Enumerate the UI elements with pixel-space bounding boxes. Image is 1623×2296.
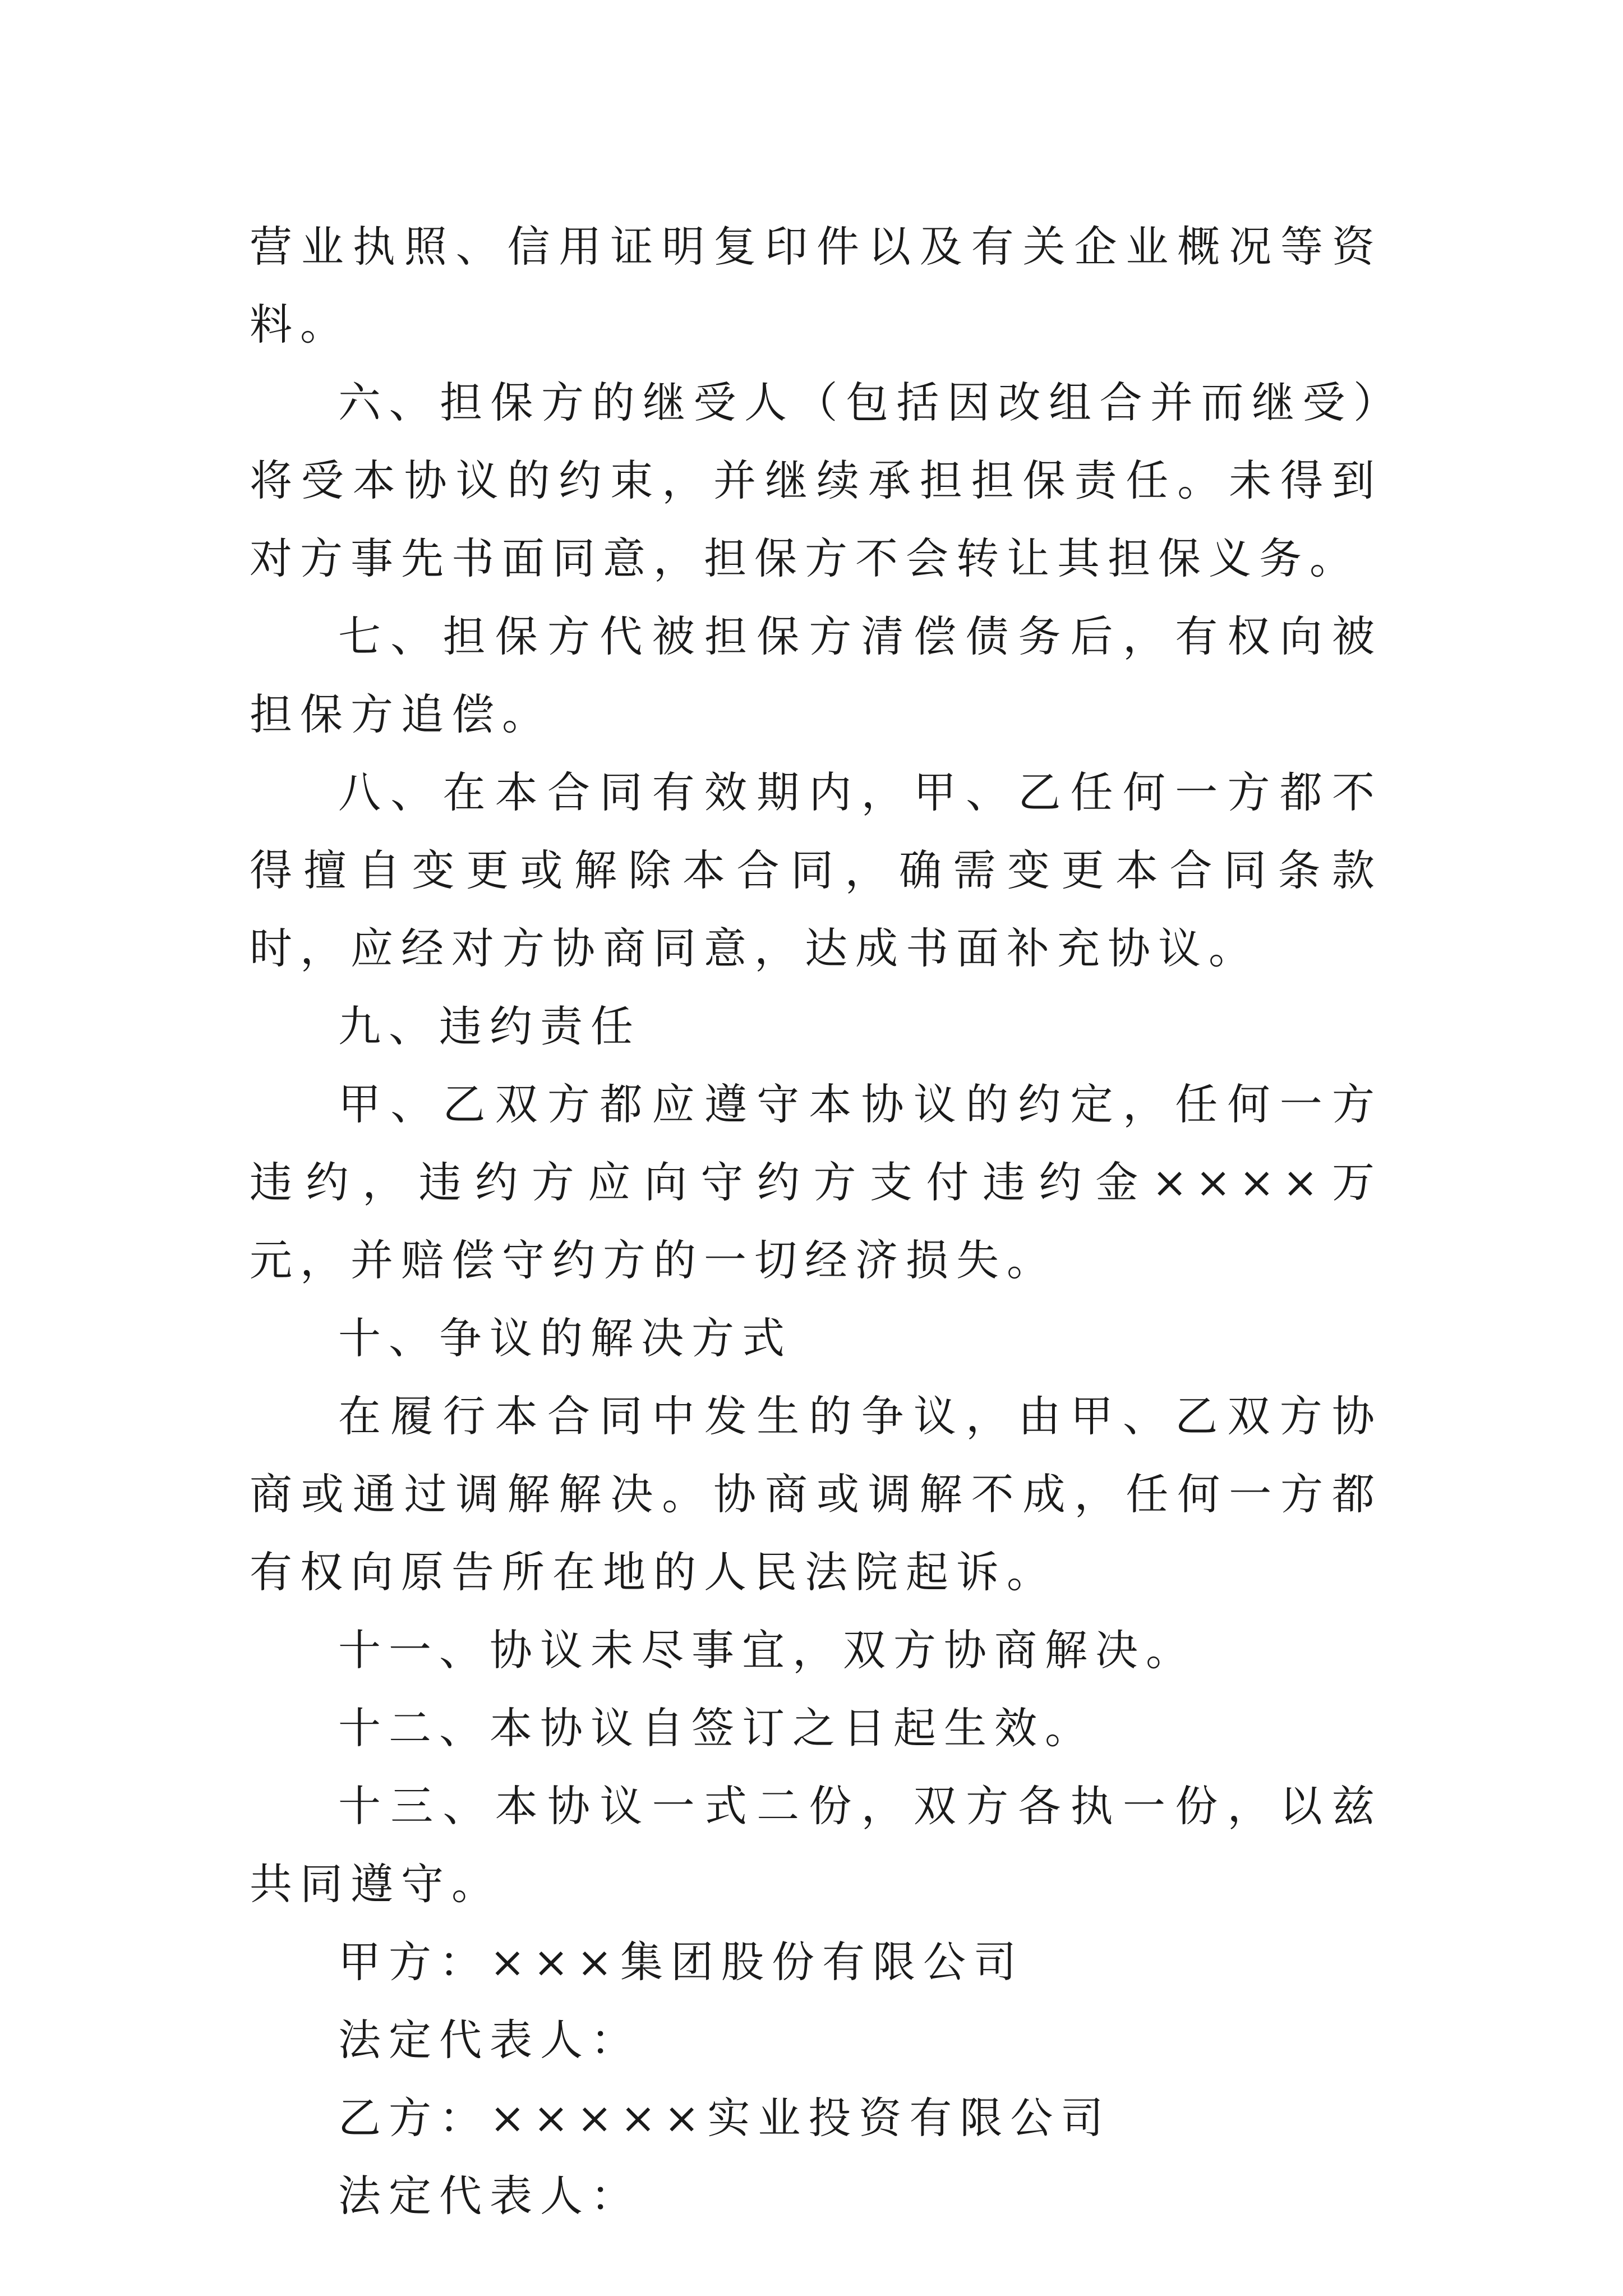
clause-11: 十一、协议未尽事宜，双方协商解决。 [338,1625,1196,1675]
clause-10-heading: 十、争议的解决方式 [338,1313,792,1363]
clause-9-body: 甲、乙双方都应遵守本协议的约定，任何一方违约，违约方应向守约方支付违约金××××万元，并赔偿守约方的一切经济损失。 [250,1079,1382,1285]
document-page [250,208,1382,2235]
party-a-name: 甲方：×××集团股份有限公司 [338,1937,1025,1987]
clause-7-recourse: 七、担保方代被担保方清偿债务后，有权向被担保方追偿。 [250,611,1382,739]
party-b-name: 乙方：×××××实业投资有限公司 [338,2093,1112,2143]
clause-8-modification: 八、在本合同有效期内，甲、乙任何一方都不得擅自变更或解除本合同，确需变更本合同条款时，应经对方协商同意，达成书面补充协议。 [250,767,1382,973]
party-a-legal-representative: 法定代表人： [338,2015,641,2065]
clause-10-body: 在履行本合同中发生的争议，由甲、乙双方协商或通过调解解决。协商或调解不成，任何一方都有权向原告所在地的人民法院起诉。 [250,1391,1382,1597]
clause-13: 十三、本协议一式二份，双方各执一份，以兹共同遵守。 [250,1781,1382,1909]
clause-12: 十二、本协议自签订之日起生效。 [338,1703,1095,1753]
paragraph-attachments-continuation: 营业执照、信用证明复印件以及有关企业概况等资料。 [250,222,1382,349]
clause-9-heading: 九、违约责任 [338,1001,641,1051]
party-b-legal-representative: 法定代表人： [338,2171,641,2221]
clause-6-successor: 六、担保方的继受人（包括因改组合并而继受）将受本协议的约束，并继续承担担保责任。未得到对方事先书面同意，担保方不会转让其担保义务。 [250,378,1382,583]
